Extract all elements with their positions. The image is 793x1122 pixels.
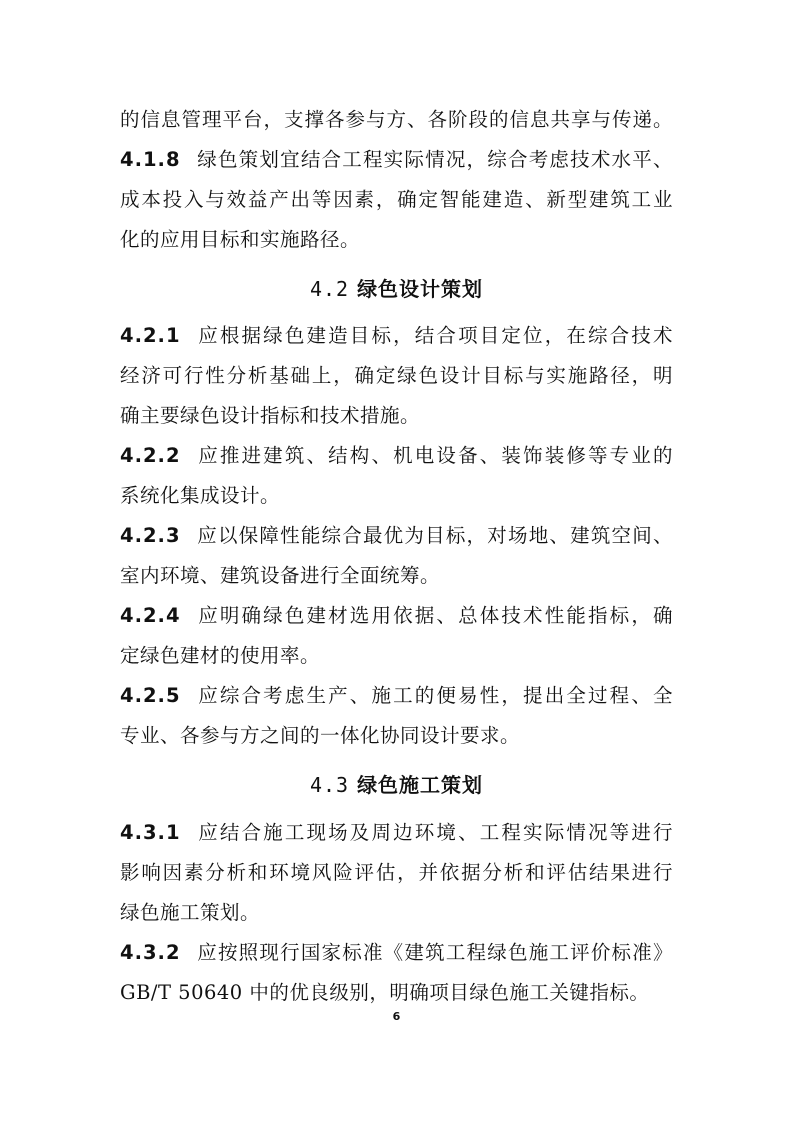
section-number: 4.3 [309,773,350,797]
paragraph-line [120,185,673,215]
clause-4-1-8 [120,145,673,175]
clause-text: 应以保障性能综合最优为目标，对场地、建筑空间、 [196,524,673,547]
line-text: 系统化集成设计。 [120,484,281,507]
clause-text: 应推进建筑、结构、机电设备、装饰装修等专业的 [196,444,673,467]
clause-4-2-5 [120,681,673,711]
clause-number: 4.2.2 [120,444,181,467]
clause-4-2-3 [120,521,673,551]
section-number: 4.2 [309,277,350,301]
section-heading-4-3 [0,770,793,800]
line-text: 专业、各参与方之间的一体化协同设计要求。 [120,724,521,747]
line-text: 成本投入与效益产出等因素，确定智能建造、新型建筑工业 [120,188,673,211]
paragraph-line [120,561,673,591]
paragraph-line [120,361,673,391]
line-text: 影响因素分析和环境风险评估，并依据分析和评估结果进行 [120,861,673,884]
clause-text: 应明确绿色建材选用依据、总体技术性能指标，确 [196,604,673,627]
line-text: 经济可行性分析基础上，确定绿色设计目标与实施路径，明 [120,364,673,387]
page-number: 6 [392,1010,401,1023]
clause-4-2-4 [120,601,673,631]
line-text: GB/T 50640 中的优良级别，明确项目绿色施工关键指标。 [120,981,650,1004]
paragraph-line [120,858,673,888]
paragraph-line [120,401,673,431]
clause-4-3-1 [120,818,673,848]
clause-number: 4.2.1 [120,324,181,347]
paragraph-line [120,641,673,671]
clause-text: 应根据绿色建造目标，结合项目定位，在综合技术 [196,324,673,347]
paragraph-line [120,721,673,751]
paragraph-line [120,481,673,511]
line-text: 的信息管理平台，支撑各参与方、各阶段的信息共享与传递。 [120,108,673,131]
clause-number: 4.3.1 [120,821,181,844]
paragraph-line [120,225,673,255]
clause-text: 绿色策划宜结合工程实际情况，综合考虑技术水平、 [196,148,673,171]
section-heading-4-2 [0,274,793,304]
clause-4-2-1 [120,321,673,351]
line-text: 确主要绿色设计指标和技术措施。 [120,404,421,427]
clause-text: 应按照现行国家标准《建筑工程绿色施工评价标准》 [196,941,673,964]
clause-number: 4.3.2 [120,941,181,964]
clause-number: 4.2.3 [120,524,181,547]
line-text: 定绿色建材的使用率。 [120,644,321,667]
section-title: 绿色施工策划 [357,773,484,797]
clause-number: 4.2.5 [120,684,181,707]
clause-number: 4.1.8 [120,148,181,171]
clause-text: 应综合考虑生产、施工的便易性，提出全过程、全 [196,684,673,707]
clause-text: 应结合施工现场及周边环境、工程实际情况等进行 [196,821,673,844]
paragraph-line [120,105,673,135]
paragraph-line [120,978,673,1008]
clause-number: 4.2.4 [120,604,181,627]
line-text: 室内环境、建筑设备进行全面统筹。 [120,564,441,587]
clause-4-3-2 [120,938,673,968]
line-text: 化的应用目标和实施路径。 [120,228,361,251]
paragraph-line [120,898,673,928]
line-text: 绿色施工策划。 [120,901,261,924]
clause-4-2-2 [120,441,673,471]
section-title: 绿色设计策划 [357,277,484,301]
